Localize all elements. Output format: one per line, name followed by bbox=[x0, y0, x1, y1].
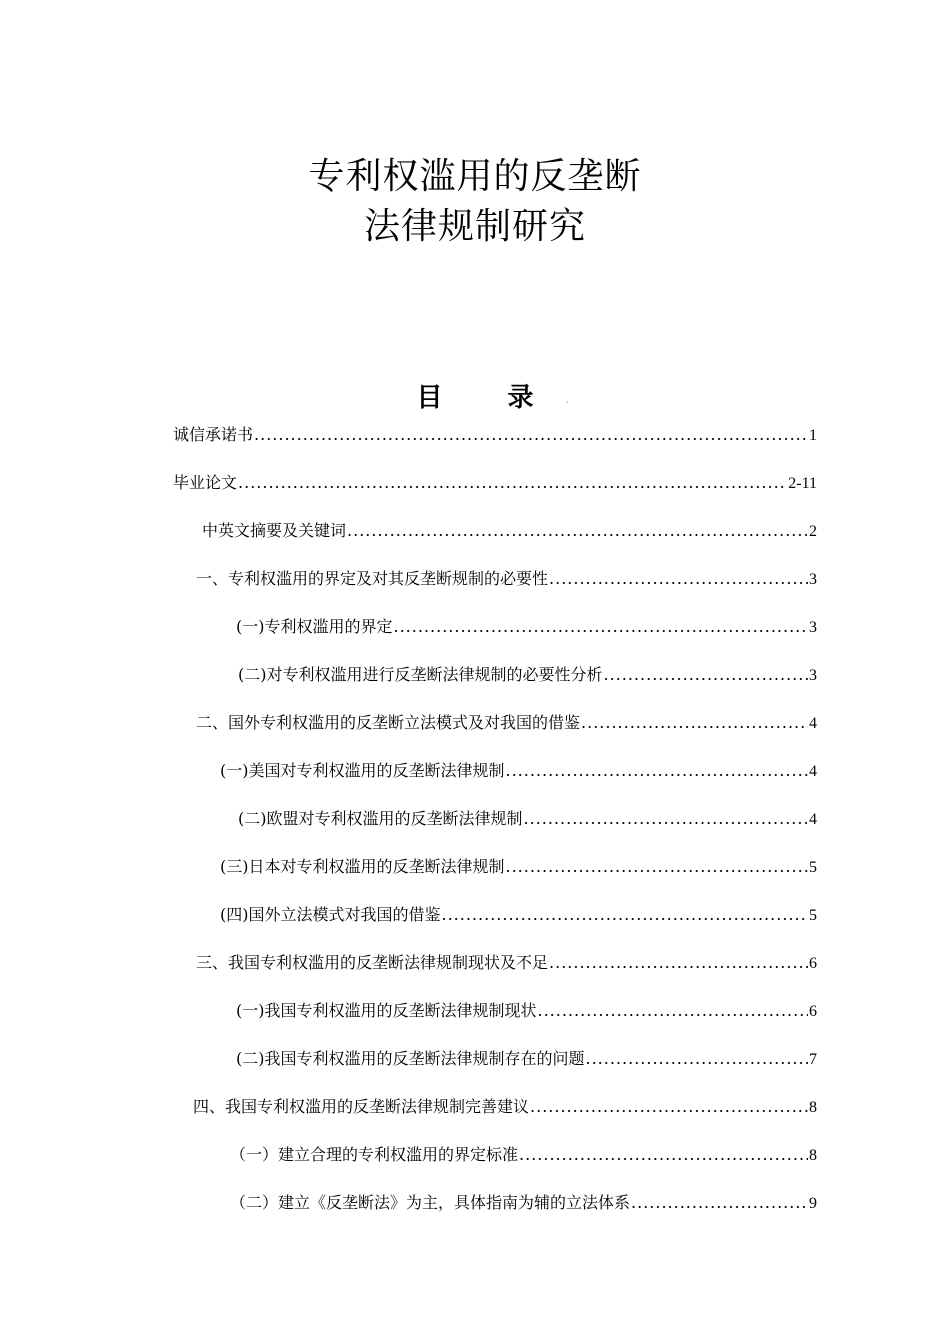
toc-dot-leader bbox=[538, 1000, 809, 1022]
toc-entry-page: 6 bbox=[809, 955, 817, 972]
toc-entry-page: 7 bbox=[809, 1051, 817, 1068]
toc-entry-page: 6 bbox=[809, 1003, 817, 1020]
toc-entry-label: (四)国外立法模式对我国的借鉴 bbox=[220, 905, 441, 924]
toc-entry[interactable] bbox=[220, 760, 817, 782]
toc-entry[interactable] bbox=[238, 664, 817, 686]
toc-dot-leader bbox=[442, 904, 809, 926]
toc-entry[interactable] bbox=[236, 1000, 817, 1022]
toc-entry[interactable] bbox=[230, 1144, 817, 1166]
document-title-line-1: 专利权滥用的反垄断 bbox=[308, 156, 642, 197]
toc-entry-page: 4 bbox=[809, 763, 817, 780]
toc-dot-leader bbox=[519, 1144, 808, 1166]
toc-entry-label: 毕业论文 bbox=[173, 473, 238, 492]
toc-entry[interactable] bbox=[236, 1048, 817, 1070]
toc-dot-leader bbox=[631, 1192, 808, 1214]
toc-entry[interactable] bbox=[196, 568, 817, 590]
toc-entry-label: 四、我国专利权滥用的反垄断法律规制完善建议 bbox=[193, 1097, 530, 1116]
toc-entry[interactable] bbox=[230, 1192, 817, 1214]
toc-dot-leader bbox=[530, 1096, 808, 1118]
toc-entry[interactable] bbox=[193, 1096, 817, 1118]
toc-entry[interactable] bbox=[173, 472, 817, 494]
stray-dot-mark: · bbox=[566, 398, 569, 407]
toc-entry[interactable] bbox=[220, 856, 817, 878]
toc-entry[interactable] bbox=[238, 808, 817, 830]
toc-entry-page: 4 bbox=[809, 811, 817, 828]
toc-entry-label: (二)对专利权滥用进行反垄断法律规制的必要性分析 bbox=[238, 665, 603, 684]
toc-entry-label: 三、我国专利权滥用的反垄断法律规制现状及不足 bbox=[196, 953, 549, 972]
toc-entry-page: 8 bbox=[809, 1147, 817, 1164]
toc-entry-page: 9 bbox=[809, 1195, 817, 1212]
document-title-line-2: 法律规制研究 bbox=[363, 206, 586, 247]
toc-entry-page: 3 bbox=[809, 571, 817, 588]
toc-dot-leader bbox=[586, 1048, 809, 1070]
toc-entry-page: 5 bbox=[809, 907, 817, 924]
toc-entry-page: 3 bbox=[809, 667, 817, 684]
toc-entry[interactable] bbox=[202, 520, 817, 542]
toc-entry-label: (三)日本对专利权滥用的反垄断法律规制 bbox=[220, 857, 505, 876]
toc-entry-label: (一)专利权滥用的界定 bbox=[236, 617, 393, 636]
toc-dot-leader bbox=[549, 952, 808, 974]
toc-entry-label: 诚信承诺书 bbox=[173, 425, 254, 444]
toc-entry[interactable] bbox=[236, 616, 817, 638]
toc-dot-leader bbox=[506, 856, 809, 878]
toc-entry[interactable] bbox=[173, 424, 817, 446]
toc-entry-page: 1 bbox=[809, 427, 817, 444]
toc-entry-page: 8 bbox=[809, 1099, 817, 1116]
toc-entry-label: 中英文摘要及关键词 bbox=[202, 521, 347, 540]
toc-dot-leader bbox=[506, 760, 809, 782]
toc-dot-leader bbox=[347, 520, 808, 542]
toc-entry-label: (一)美国对专利权滥用的反垄断法律规制 bbox=[220, 761, 505, 780]
toc-dot-leader bbox=[254, 424, 808, 446]
toc-dot-leader bbox=[549, 568, 808, 590]
toc-entry-page: 2-11 bbox=[788, 475, 817, 492]
toc-dot-leader bbox=[394, 616, 809, 638]
toc-entry-label: （二）建立《反垄断法》为主，具体指南为辅的立法体系 bbox=[230, 1193, 631, 1212]
toc-entry-label: （一）建立合理的专利权滥用的界定标准 bbox=[230, 1145, 519, 1164]
toc-entry[interactable] bbox=[196, 952, 817, 974]
document-title bbox=[0, 152, 950, 252]
toc-entry-page: 3 bbox=[809, 619, 817, 636]
toc-dot-leader bbox=[604, 664, 809, 686]
toc-entry-label: 一、专利权滥用的界定及对其反垄断规制的必要性 bbox=[196, 569, 549, 588]
toc-entry-label: (二)我国专利权滥用的反垄断法律规制存在的问题 bbox=[236, 1049, 585, 1068]
toc-heading: 目 录 bbox=[416, 383, 562, 413]
toc-entry-page: 5 bbox=[809, 859, 817, 876]
toc-entry-label: (一)我国专利权滥用的反垄断法律规制现状 bbox=[236, 1001, 537, 1020]
toc-entry[interactable] bbox=[220, 904, 817, 926]
toc-dot-leader bbox=[238, 472, 787, 494]
toc-entry-page: 4 bbox=[809, 715, 817, 732]
toc-dot-leader bbox=[524, 808, 809, 830]
toc-entry[interactable] bbox=[196, 712, 817, 734]
toc-entry-label: 二、国外专利权滥用的反垄断立法模式及对我国的借鉴 bbox=[196, 713, 581, 732]
toc-entry-label: (二)欧盟对专利权滥用的反垄断法律规制 bbox=[238, 809, 523, 828]
toc-dot-leader bbox=[581, 712, 808, 734]
toc-entry-page: 2 bbox=[809, 523, 817, 540]
